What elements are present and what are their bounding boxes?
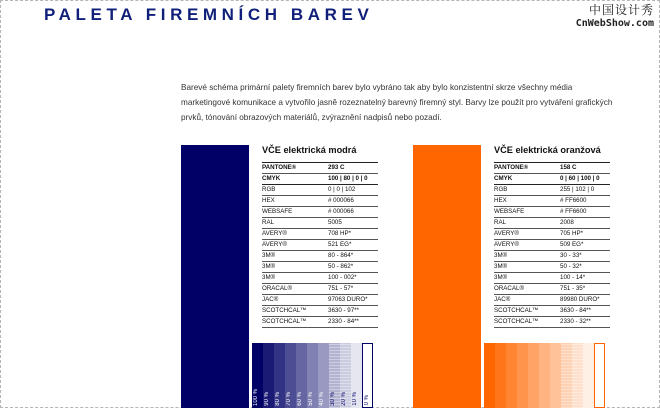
- spec-row: [494, 240, 610, 251]
- spec-title: VČE elektrická modrá: [262, 145, 357, 155]
- spec-value: # FF6600: [560, 207, 610, 218]
- tint-swatch: [539, 343, 550, 408]
- spec-row: [494, 273, 610, 284]
- spec-key: WEBSAFE: [494, 207, 560, 218]
- tint-swatch: [351, 343, 362, 408]
- spec-value: 521 EG*: [328, 240, 378, 251]
- tint-swatch: [550, 343, 561, 408]
- tint-label: 70 %: [286, 392, 292, 406]
- spec-key: RGB: [494, 185, 560, 196]
- spec-key: RGB: [262, 185, 328, 196]
- tint-swatch: [594, 343, 605, 408]
- spec-key: AVERY®: [262, 229, 328, 240]
- spec-key: 3M®: [262, 273, 328, 284]
- spec-row: [494, 251, 610, 262]
- spec-key: AVERY®: [262, 240, 328, 251]
- spec-card-orange: [494, 140, 618, 328]
- tint-swatch: [572, 343, 583, 408]
- spec-row: [262, 163, 378, 174]
- spec-key: SCOTCHCAL™: [494, 317, 560, 328]
- tint-label: 0 %: [364, 394, 370, 405]
- color-bar-blue: [181, 145, 249, 408]
- spec-value: 2330 - 32**: [560, 317, 610, 328]
- spec-key: JAC®: [494, 295, 560, 306]
- spec-row: [494, 174, 610, 185]
- spec-value: 100 - 002*: [328, 273, 378, 284]
- tint-swatch: [340, 343, 351, 408]
- spec-row: [262, 196, 378, 207]
- tint-label: 30 %: [330, 392, 336, 406]
- tint-swatch: [561, 343, 572, 408]
- spec-row: [262, 229, 378, 240]
- spec-key: AVERY®: [494, 240, 560, 251]
- spec-row: [262, 174, 378, 185]
- tint-row-blue: [252, 343, 373, 408]
- spec-value: 3630 - 97**: [328, 306, 378, 317]
- spec-value: 0 | 60 | 100 | 0: [560, 174, 610, 185]
- spec-key: ORACAL®: [494, 284, 560, 295]
- spec-value: 751 - 57*: [328, 284, 378, 295]
- tint-label: 40 %: [319, 392, 325, 406]
- spec-key: CMYK: [262, 174, 328, 185]
- tint-swatch: [495, 343, 506, 408]
- tint-swatch: [506, 343, 517, 408]
- spec-key: HEX: [494, 196, 560, 207]
- tint-label: 80 %: [275, 392, 281, 406]
- spec-row: [262, 218, 378, 229]
- spec-row: [494, 196, 610, 207]
- spec-key: SCOTCHCAL™: [262, 317, 328, 328]
- tint-swatch: [318, 343, 329, 408]
- spec-value: 751 - 35*: [560, 284, 610, 295]
- spec-key: SCOTCHCAL™: [262, 306, 328, 317]
- spec-value: 50 - 862*: [328, 262, 378, 273]
- spec-value: 97063 DURO*: [328, 295, 378, 306]
- spec-value: 3630 - 84**: [560, 306, 610, 317]
- watermark-line-2: CnWebShow.com: [575, 18, 654, 29]
- page-title: PALETA FIREMNÍCH BAREV: [44, 5, 374, 24]
- spec-row: [262, 295, 378, 306]
- spec-row: [494, 163, 610, 174]
- watermark-line-1: 中国设计秀: [588, 3, 654, 17]
- tint-swatch: [517, 343, 528, 408]
- spec-value: # FF6600: [560, 196, 610, 207]
- spec-value: 5005: [328, 218, 378, 229]
- spec-key: AVERY®: [494, 229, 560, 240]
- spec-value: 509 EG*: [560, 240, 610, 251]
- spec-key: PANTONE®: [262, 163, 328, 174]
- tint-swatch: [362, 343, 373, 408]
- spec-value: 30 - 33*: [560, 251, 610, 262]
- spec-key: 3M®: [494, 251, 560, 262]
- spec-row: [262, 317, 378, 328]
- tint-label: 90 %: [264, 392, 270, 406]
- spec-title: VČE elektrická oranžová: [494, 145, 601, 155]
- spec-value: 255 | 102 | 0: [560, 185, 610, 196]
- spec-value: 89980 DURO*: [560, 295, 610, 306]
- spec-key: 3M®: [494, 262, 560, 273]
- tint-swatch: [285, 343, 296, 408]
- spec-row: [494, 218, 610, 229]
- spec-value: 80 - 864*: [328, 251, 378, 262]
- spec-key: PANTONE®: [494, 163, 560, 174]
- spec-row: [494, 262, 610, 273]
- tint-swatch: [329, 343, 340, 408]
- tint-swatch: [528, 343, 539, 408]
- spec-row: [494, 317, 610, 328]
- spec-row: [262, 251, 378, 262]
- spec-row: [262, 185, 378, 196]
- spec-value: 2330 - 84**: [328, 317, 378, 328]
- spec-row: [494, 207, 610, 218]
- spec-table: [262, 162, 378, 328]
- spec-key: RAL: [262, 218, 328, 229]
- spec-value: # 000066: [328, 196, 378, 207]
- spec-key: 3M®: [494, 273, 560, 284]
- spec-key: JAC®: [262, 295, 328, 306]
- spec-key: SCOTCHCAL™: [494, 306, 560, 317]
- spec-value: 100 - 14*: [560, 273, 610, 284]
- tint-label: 20 %: [341, 392, 347, 406]
- spec-row: [262, 262, 378, 273]
- spec-value: 100 | 80 | 0 | 0: [328, 174, 378, 185]
- tint-swatch: [307, 343, 318, 408]
- spec-value: 293 C: [328, 163, 378, 174]
- spec-row: [262, 207, 378, 218]
- tint-row-orange: [484, 343, 605, 408]
- spec-key: RAL: [494, 218, 560, 229]
- spec-table: [494, 162, 610, 328]
- spec-key: 3M®: [262, 251, 328, 262]
- spec-row: [494, 306, 610, 317]
- spec-key: WEBSAFE: [262, 207, 328, 218]
- spec-value: 2008: [560, 218, 610, 229]
- spec-card-blue: [262, 140, 386, 328]
- spec-row: [262, 240, 378, 251]
- spec-value: # 000066: [328, 207, 378, 218]
- spec-value: 0 | 0 | 102: [328, 185, 378, 196]
- tint-swatch: [274, 343, 285, 408]
- spec-row: [494, 284, 610, 295]
- spec-row: [494, 229, 610, 240]
- tint-swatch: [252, 343, 263, 408]
- spec-row: [494, 185, 610, 196]
- color-bar-orange: [413, 145, 481, 408]
- spec-row: [262, 284, 378, 295]
- spec-value: 158 C: [560, 163, 610, 174]
- spec-value: 50 - 32*: [560, 262, 610, 273]
- tint-swatch: [263, 343, 274, 408]
- intro-paragraph: Barevé schéma primární palety firemních barev bylo vybráno tak aby bylo konzistentní skrze všechny média marketingové komunikace a vytvořilo jasně rozeznatelný barevný firemný styl. Barvy lze použít pro vytváření grafických prvků, tónování obrazových materiálů, zvýraznění nadpisů nebo pozadí.: [181, 83, 613, 122]
- tint-label: 100 %: [253, 388, 259, 406]
- spec-row: [262, 306, 378, 317]
- tint-swatch: [296, 343, 307, 408]
- spec-row: [262, 273, 378, 284]
- spec-key: 3M®: [262, 262, 328, 273]
- spec-value: 705 HP*: [560, 229, 610, 240]
- tint-label: 10 %: [352, 392, 358, 406]
- tint-label: 60 %: [297, 392, 303, 406]
- spec-key: ORACAL®: [262, 284, 328, 295]
- spec-value: 708 HP*: [328, 229, 378, 240]
- spec-key: CMYK: [494, 174, 560, 185]
- watermark: [576, 3, 654, 31]
- tint-swatch: [583, 343, 594, 408]
- tint-swatch: [484, 343, 495, 408]
- spec-key: HEX: [262, 196, 328, 207]
- tint-label: 50 %: [308, 392, 314, 406]
- spec-row: [494, 295, 610, 306]
